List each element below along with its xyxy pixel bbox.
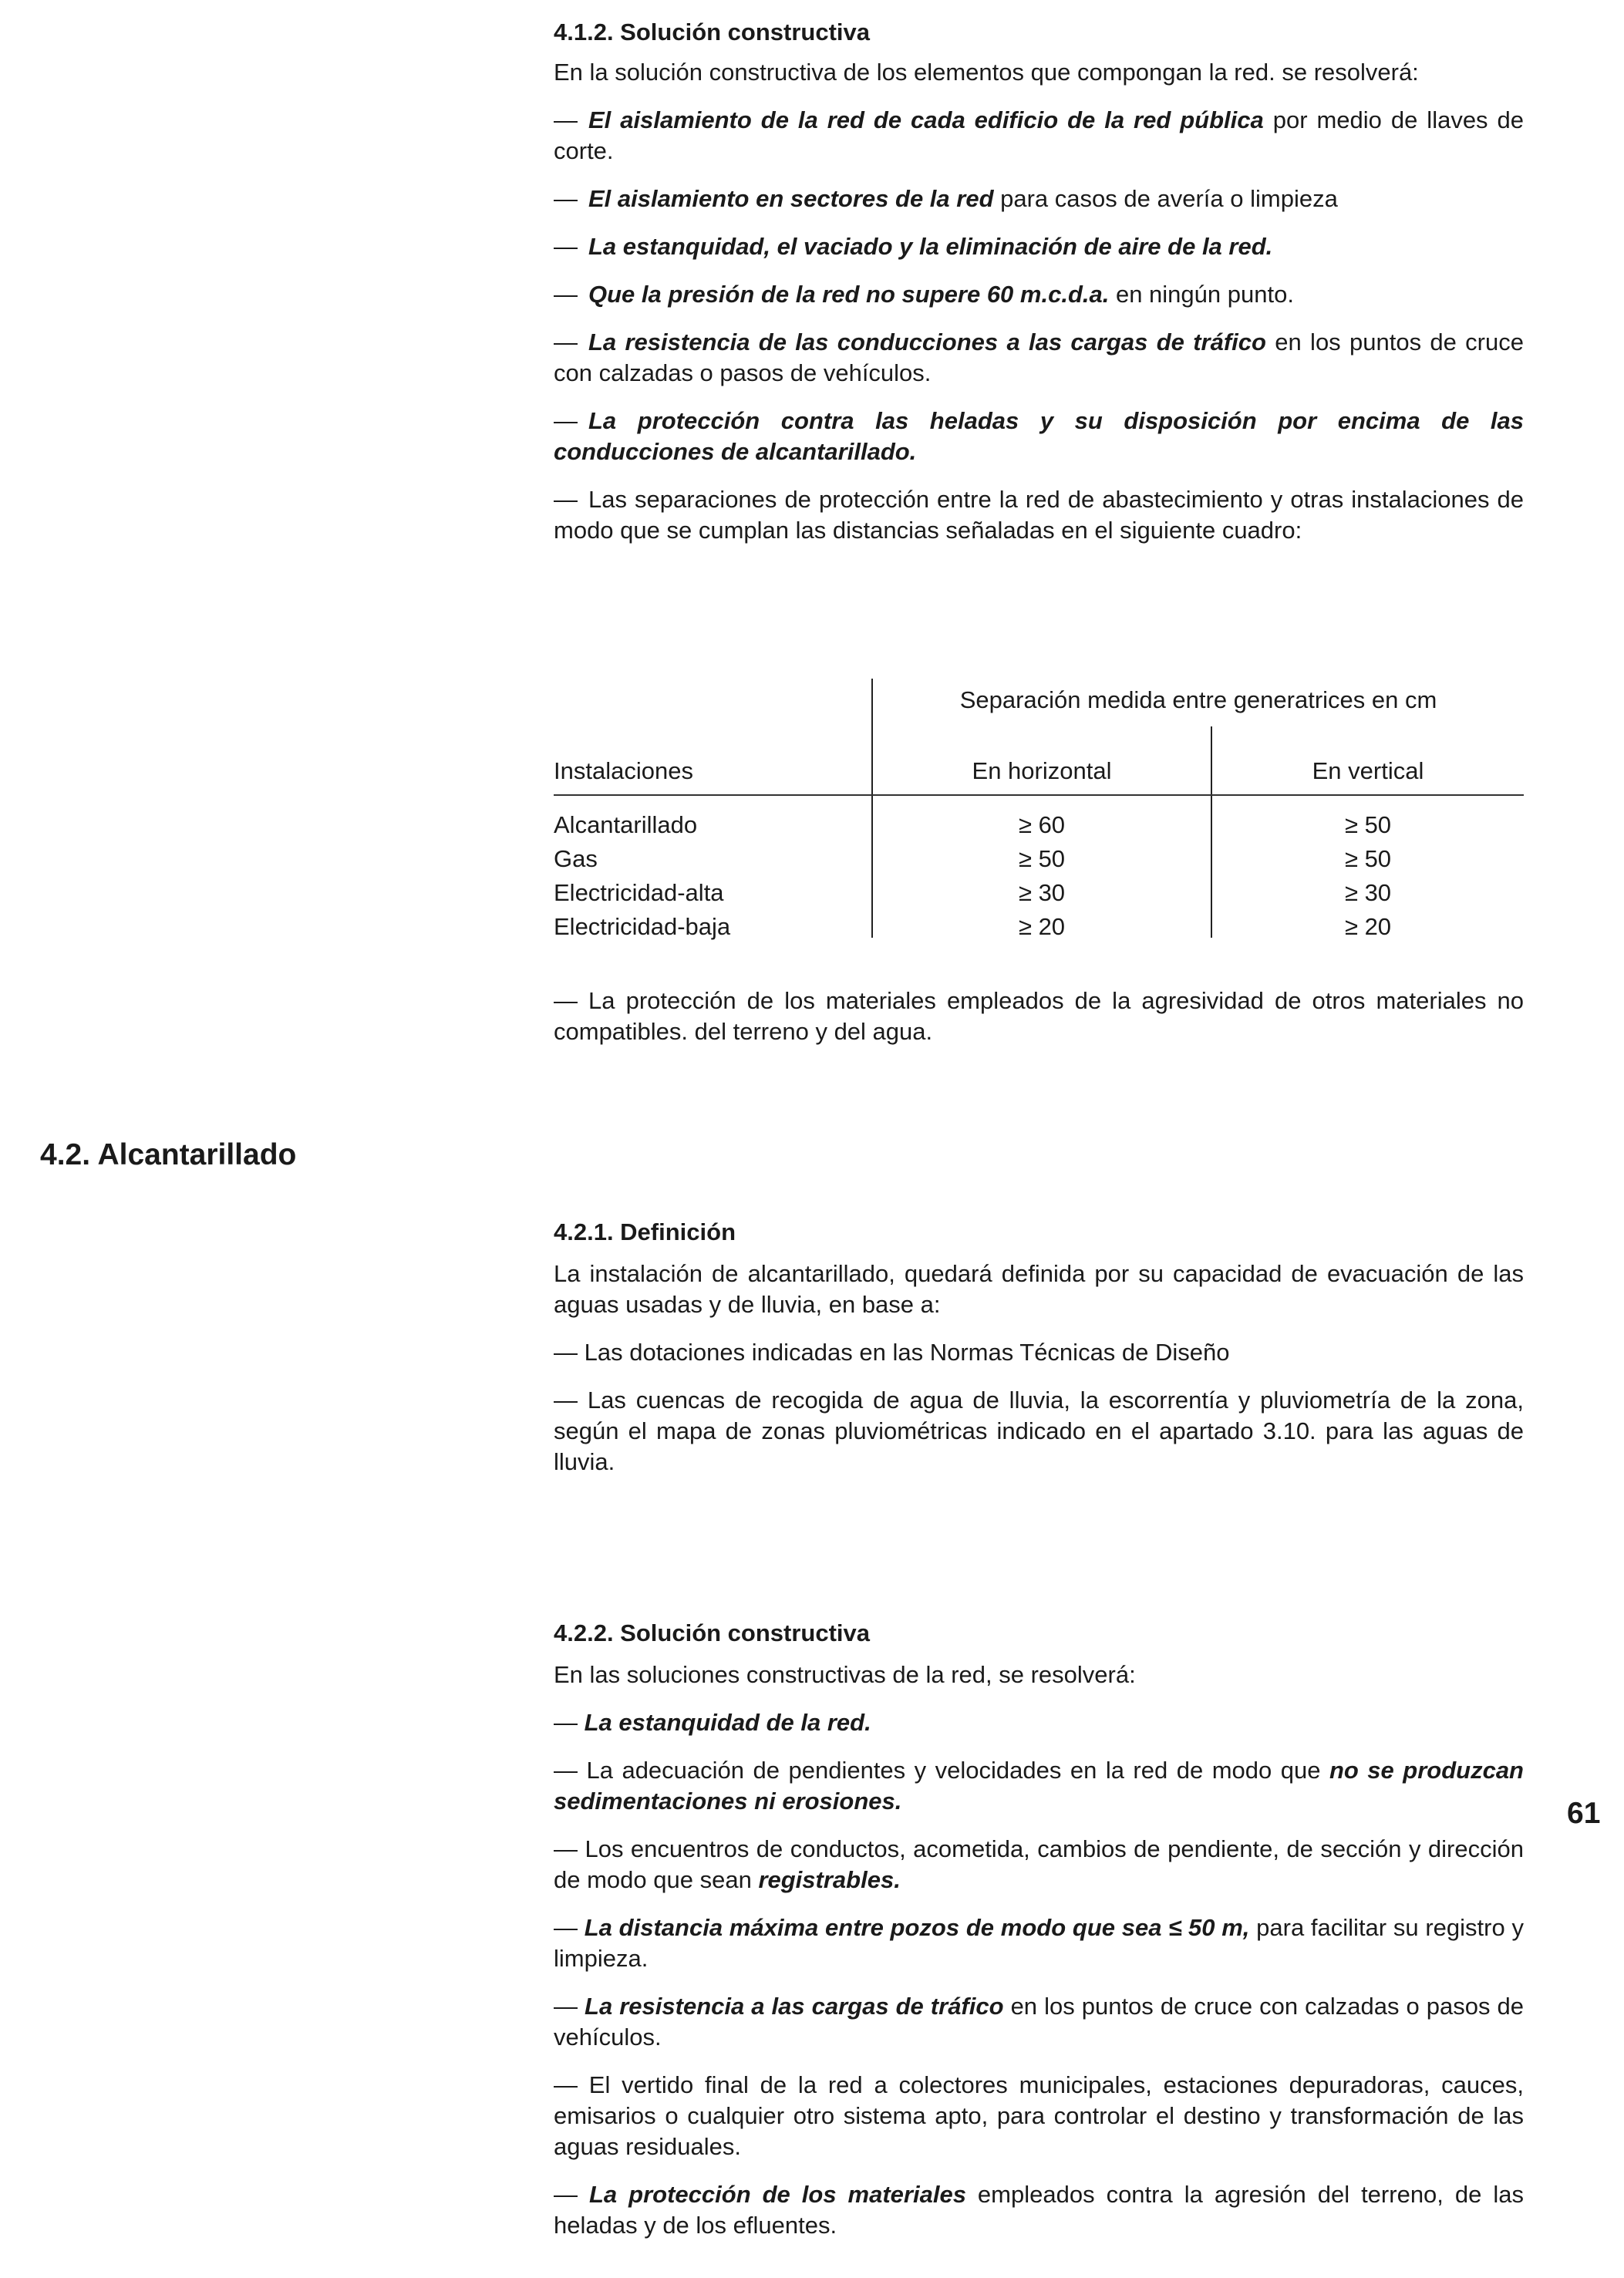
list-item: — La protección contra las heladas y su disposición por encima de las conducciones de alcantarillado.	[554, 407, 1524, 465]
list-item: — La adecuación de pendientes y velocidades en la red de modo que no se produzcan sedimentaciones ni erosiones.	[554, 1757, 1524, 1815]
section-heading: 4.2.2. Solución constructiva	[554, 1619, 871, 1646]
table-group-header: Separación medida entre generatrices en cm	[959, 686, 1437, 713]
table-row-horizontal: ≥ 20	[1018, 913, 1066, 940]
table-row-vertical: ≥ 50	[1344, 845, 1392, 872]
section-heading: 4.1.2. Solución constructiva	[554, 19, 871, 45]
list-item: — El aislamiento de la red de cada edificio de la red pública por medio de llaves de corte.	[554, 106, 1524, 164]
list-item: — La resistencia a las cargas de tráfico en los puntos de cruce con calzadas o pasos de vehículos.	[554, 1993, 1525, 2051]
list-item: — La estanquidad de la red.	[554, 1709, 871, 1736]
paragraph: En la solución constructiva de los elementos que compongan la red. se resolverá:	[554, 59, 1419, 86]
table-header-install: Instalaciones	[554, 757, 693, 784]
paragraph: — La protección de los materiales empleados de la agresividad de otros materiales no compatibles. del terreno y del agua.	[554, 987, 1524, 1045]
table-header-horizontal: En horizontal	[972, 757, 1112, 784]
table-row-name: Electricidad-baja	[554, 913, 731, 940]
section-heading: 4.2.1. Definición	[554, 1218, 736, 1245]
section-4-1-2	[554, 17, 1524, 563]
list-item: — El vertido final de la red a colectores municipales, estaciones depuradoras, cauces, emisarios o cualquier otro sistema apto, para controlar el destino y transformación de las aguas residuales.	[554, 2071, 1524, 2160]
list-item: — Que la presión de la red no supere 60 m.c.d.a. en ningún punto.	[554, 281, 1294, 308]
table-row-name: Gas	[554, 845, 598, 872]
list-item: — La distancia máxima entre pozos de modo que sea ≤ 50 m, para facilitar su registro y limpieza.	[554, 1914, 1524, 1972]
table-row-horizontal: ≥ 60	[1018, 811, 1066, 838]
separation-table	[554, 679, 1524, 945]
section-title: 4.2. Alcantarillado	[40, 1138, 297, 1171]
section-4-2-1	[554, 1217, 1524, 1495]
table-row-name: Alcantarillado	[554, 811, 698, 838]
table-row-vertical: ≥ 20	[1344, 913, 1392, 940]
list-item: — Las cuencas de recogida de agua de lluvia, la escorrentía y pluviometría de la zona, según el mapa de zonas pluviométricas indicado en el apartado 3.10. para las aguas de lluvia.	[554, 1387, 1524, 1475]
table-row-horizontal: ≥ 30	[1018, 879, 1066, 906]
list-item: — Los encuentros de conductos, acometida, cambios de pendiente, de sección y dirección de modo que sean registrables.	[554, 1835, 1524, 1893]
table-row-vertical: ≥ 30	[1344, 879, 1392, 906]
table-header-vertical: En vertical	[1312, 757, 1424, 784]
paragraph: La instalación de alcantarillado, quedará definida por su capacidad de evacuación de las aguas usadas y de lluvia, en base a:	[554, 1260, 1524, 1318]
list-item: — La resistencia de las conducciones a las cargas de tráfico en los puntos de cruce con calzadas o pasos de vehículos.	[554, 329, 1524, 386]
section-4-1-2-after	[554, 986, 1524, 1064]
paragraph: En las soluciones constructivas de la red, se resolverá:	[554, 1661, 1136, 1688]
list-item: — Las dotaciones indicadas en las Normas Técnicas de Diseño	[554, 1339, 1230, 1366]
table-row-vertical: ≥ 50	[1344, 811, 1392, 838]
list-item: — La estanquidad, el vaciado y la eliminación de aire de la red.	[554, 233, 1273, 260]
table-row-name: Electricidad-alta	[554, 879, 724, 906]
list-item: — El aislamiento en sectores de la red para casos de avería o limpieza	[554, 185, 1338, 212]
list-item: — La protección de los materiales empleados contra la agresión del terreno, de las heladas y de los efluentes.	[554, 2181, 1524, 2239]
page-number: 61	[1567, 1797, 1601, 1830]
section-4-2-2	[554, 1618, 1524, 2258]
table-rule	[554, 794, 1524, 796]
list-item: — Las separaciones de protección entre la red de abastecimiento y otras instalaciones de modo que se cumplan las distancias señaladas en el siguiente cuadro:	[554, 486, 1524, 544]
table-row-horizontal: ≥ 50	[1018, 845, 1066, 872]
